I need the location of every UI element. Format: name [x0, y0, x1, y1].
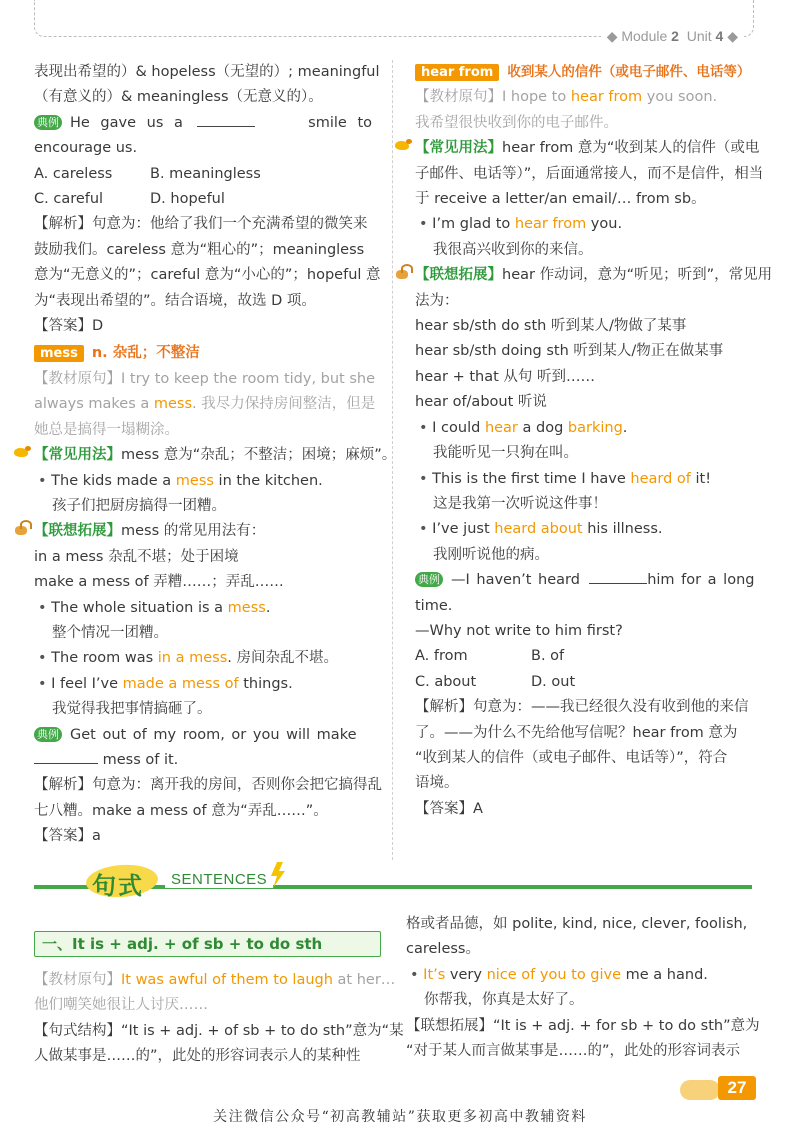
example-text: —I haven’t heard	[451, 572, 580, 589]
analysis-text: 了。——为什么不先给他写信呢？hear from 意为	[415, 724, 738, 741]
option-a: A. careless	[34, 165, 113, 182]
highlight: It’s	[423, 966, 446, 983]
sentences-left-column	[34, 968, 404, 1070]
extension-text: 【联想拓展】“It is + adj. + for sb + to do sth”意为	[406, 1017, 760, 1034]
answer-blank	[197, 112, 255, 127]
usage-text: mess 意为“杂乱；不整洁；困境；麻烦”。	[121, 447, 397, 464]
sentences-title-en: SENTENCES	[165, 871, 273, 888]
example-sentence	[415, 517, 753, 542]
text: a dog	[517, 419, 568, 436]
textbook-sentence	[415, 85, 753, 110]
example-sentence	[415, 212, 753, 237]
translation: 我刚听说他的病。	[433, 546, 549, 563]
text: me a hand.	[621, 966, 708, 983]
left-column	[34, 60, 397, 850]
highlight: hear	[484, 419, 518, 436]
option-c: C. careful	[34, 191, 104, 208]
highlight: in a mess	[157, 650, 228, 667]
analysis-text: “收到某人的信件（或电子邮件、电话等）”，符合	[415, 749, 728, 766]
highlight: heard about	[494, 521, 583, 538]
analysis-text: 【解析】句意为：——我已经很久没有收到他的来信	[415, 699, 749, 716]
translation: 这是我第一次听说这件事！	[433, 495, 607, 512]
text: .	[622, 419, 628, 436]
options-row	[34, 187, 372, 212]
section-heading: 一、It is + adj. + of sb + to do sth	[42, 935, 323, 953]
translation: 我觉得我把事情搞砸了。	[52, 701, 212, 718]
example-text: smile to	[308, 114, 372, 131]
lightning-icon	[268, 862, 288, 888]
page-swirl-decoration	[680, 1080, 720, 1100]
bird-icon	[395, 139, 412, 153]
intro-line: 表现出希望的）& hopeless（无望的）; meaningful	[34, 64, 380, 80]
example-text: He gave us a	[70, 114, 183, 131]
usage-label: 【常见用法】	[415, 140, 502, 157]
usage-line	[415, 136, 760, 161]
text: 【教材原句】	[34, 972, 121, 988]
example-sentence	[415, 416, 753, 441]
textbook-sentence	[34, 392, 376, 417]
phrase-line: hear sb/sth doing sth 听到某人/物正在做某事	[415, 343, 724, 360]
example-text: —Why not write to him first?	[415, 622, 623, 639]
text: I’ve just	[432, 521, 495, 538]
textbook-sentence: 她总是搞得一塌糊涂。	[34, 421, 179, 438]
intro-line: （有意义的）& meaningless（无意义的）。	[34, 89, 323, 106]
vocab-meaning: n. 杂乱；不整洁	[91, 345, 200, 362]
text: I feel I’ve	[51, 675, 123, 692]
highlight: heard of	[630, 470, 691, 487]
translation: 孩子们把厨房搞得一团糟。	[52, 497, 226, 514]
vocab-heading-hear-from	[415, 60, 753, 85]
answer-blank	[589, 569, 647, 584]
text: very	[445, 966, 487, 983]
translation: 你帮我，你真是太好了。	[424, 992, 584, 1009]
highlight: hear from	[570, 89, 643, 106]
textbook-sentence: 【教材原句】I try to keep the room tidy, but she	[34, 370, 376, 387]
phrase-line: make a mess of 弄糟……；弄乱……	[34, 574, 284, 591]
example-sentence	[415, 467, 753, 492]
running-header	[601, 28, 744, 45]
text: at her…	[332, 972, 396, 988]
translation: 我很高兴收到你的来信。	[433, 241, 593, 258]
text: . 我尽力保持房间整洁，但是	[192, 396, 376, 413]
options-row	[415, 670, 753, 695]
text: This is the first time I have	[432, 470, 631, 487]
highlight: mess	[153, 396, 193, 413]
option-b: B. meaningless	[150, 165, 261, 182]
extension-text: mess 的常见用法有：	[121, 523, 266, 540]
text: The kids made a	[51, 472, 176, 489]
option-d: D. hopeful	[150, 191, 225, 208]
answer-text: 【答案】A	[415, 800, 483, 817]
text: his illness.	[582, 521, 663, 538]
answer-blank	[34, 749, 98, 764]
extension-line	[34, 519, 372, 544]
header-diamond-right: ◆	[723, 28, 738, 44]
text: 【教材原句】I hope to	[415, 89, 571, 106]
phrase-line: hear of/about 听说	[415, 394, 547, 411]
example-sentence	[34, 646, 372, 671]
bird-icon	[14, 446, 31, 460]
option-d: D. out	[531, 673, 576, 690]
example-badge: 典例	[34, 727, 62, 742]
text: always makes a	[34, 396, 154, 413]
highlight: mess	[175, 472, 214, 489]
extension-text: hear 作动词，意为“听见；听到”，常见用	[502, 267, 773, 284]
text: you.	[586, 216, 623, 233]
usage-line	[34, 443, 397, 468]
highlight: nice of you to give	[486, 966, 622, 983]
header-module-num: 2	[671, 28, 679, 44]
usage-text: 于 receive a letter/an email/… from sb。	[415, 191, 706, 208]
text: it!	[690, 470, 712, 487]
text: The whole situation is a	[51, 599, 228, 616]
example-text: Get out of my room, or you will make	[70, 726, 357, 743]
example-text: him for a long	[647, 572, 755, 589]
example-question	[34, 748, 372, 773]
phrase-line: hear + that 从句 听到……	[415, 368, 595, 385]
extension-label: 【联想拓展】	[34, 523, 121, 540]
analysis-text: 鼓励我们。careless 意为“粗心的”；meaningless	[34, 241, 365, 258]
structure-text: careless。	[406, 941, 480, 958]
page-number-badge	[680, 1076, 756, 1102]
answer-text: 【答案】a	[34, 828, 101, 845]
option-b: B. of	[531, 648, 565, 665]
text: you soon.	[642, 89, 718, 106]
option-c: C. about	[415, 673, 477, 690]
header-unit: Unit	[686, 28, 712, 44]
extension-text: 法为：	[415, 292, 459, 309]
text: The room was	[51, 650, 158, 667]
example-text: mess of it.	[102, 751, 179, 768]
highlight: It was awful of them to laugh	[121, 972, 333, 988]
text: I’m glad to	[432, 216, 515, 233]
textbook-sentence	[34, 968, 396, 993]
usage-text: hear from 意为“收到某人的信件（或电	[502, 140, 760, 157]
text: in the kitchen.	[213, 472, 323, 489]
vocab-word-tag: mess	[34, 345, 84, 362]
phrase-line: in a mess 杂乱不堪；处于困境	[34, 548, 239, 565]
example-text: time.	[415, 597, 453, 614]
sentences-title-cn: 句式	[92, 872, 144, 900]
analysis-text: 为“表现出希望的”。结合语境，故选 D 项。	[34, 292, 316, 309]
text: I could	[432, 419, 485, 436]
usage-label: 【常见用法】	[34, 447, 121, 464]
footer-note: 关注微信公众号“初高教辅站”获取更多初高中教辅资料	[213, 1109, 587, 1125]
textbook-sentence: 他们嘲笑她很让人讨厌……	[34, 997, 208, 1014]
extension-line	[415, 263, 773, 288]
structure-text: 【句式结构】“It is + adj. + of sb + to do sth”意为“某	[34, 1022, 404, 1039]
phrase-line: hear sb/sth do sth 听到某人/物做了某事	[415, 318, 687, 335]
option-a: A. from	[415, 648, 468, 665]
highlight: mess	[227, 599, 266, 616]
analysis-text: 【解析】句意为：他给了我们一个充满希望的微笑来	[34, 216, 368, 233]
analysis-text: 意为“无意义的”；careful 意为“小心的”；hopeful 意	[34, 267, 381, 284]
structure-text: 格或者品德，如 polite, kind, nice, clever, foolish,	[406, 916, 748, 932]
vocab-word-tag: hear from	[415, 64, 499, 81]
text: . 房间杂乱不堪。	[227, 650, 338, 667]
example-sentence	[34, 596, 372, 621]
header-unit-num: 4	[715, 28, 724, 44]
options-row	[34, 162, 372, 187]
example-badge: 典例	[34, 115, 62, 130]
extension-text: “对于某人而言做某事是……的”，此处的形容词表示	[406, 1043, 741, 1060]
highlight: made a mess of	[122, 675, 239, 692]
example-question	[415, 568, 753, 593]
header-diamond-left: ◆	[606, 28, 622, 44]
text: .	[265, 599, 271, 616]
usage-text: 子邮件、电话等）”，后面通常接人，而不是信件，相当	[415, 165, 764, 182]
structure-text: 人做某事是……的”，此处的形容词表示人的某种性	[34, 1048, 361, 1065]
options-row	[415, 644, 753, 669]
example-sentence	[34, 672, 372, 697]
text: things.	[238, 675, 293, 692]
example-badge: 典例	[415, 572, 443, 587]
extension-label: 【联想拓展】	[415, 267, 502, 284]
header-module: Module	[621, 28, 668, 44]
analysis-text: 语境。	[415, 775, 459, 792]
example-question	[34, 111, 372, 136]
example-question	[34, 723, 372, 748]
vocab-meaning: 收到某人的信件（或电子邮件、电话等）	[507, 64, 751, 80]
right-column	[415, 60, 773, 822]
analysis-text: 七八糟。make a mess of 意为“弄乱……”。	[34, 802, 328, 819]
example-sentence	[34, 469, 372, 494]
highlight: hear from	[514, 216, 587, 233]
textbook-sentence: 我希望很快收到你的电子邮件。	[415, 114, 618, 131]
page-number: 27	[718, 1076, 756, 1100]
translation: 我能听见一只狗在叫。	[433, 445, 578, 462]
deer-icon	[14, 522, 31, 536]
sentences-right-column	[406, 912, 760, 1064]
vocab-heading-mess	[34, 341, 372, 366]
analysis-text: 【解析】句意为：离开我的房间，否则你会把它搞得乱	[34, 777, 382, 794]
highlight: barking	[567, 419, 623, 436]
deer-icon	[395, 266, 412, 280]
example-text: encourage us.	[34, 140, 138, 157]
example-sentence	[406, 963, 753, 988]
answer-text: 【答案】D	[34, 318, 104, 335]
translation: 整个情况一团糟。	[52, 624, 168, 641]
